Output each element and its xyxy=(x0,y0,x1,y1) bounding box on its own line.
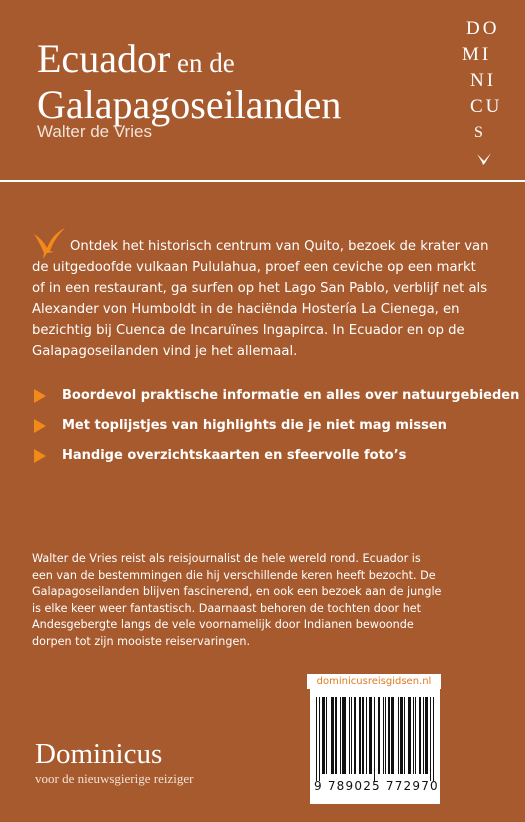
triangle-arrow-icon xyxy=(34,389,46,403)
barcode-bar xyxy=(366,697,367,774)
barcode-bar xyxy=(401,697,402,774)
barcode-bar xyxy=(404,697,405,774)
intro-paragraph: Ontdek het historisch centrum van Quito, bezoek de krater van de uitgedoofde vulkaan Pululahua, proef een ceviche op een markt of in een restaurant, ga surfen op het Lago San Pablo, verblijf net als Alexander von Humboldt in de haciënda Hostería La Cienega, en bezichtig bij Cuenca de Incaruïnes Ingapirca. In Ecuador en op de Galapagoseilanden vind je het allemaal. xyxy=(32,239,489,359)
barcode-bar xyxy=(413,697,414,774)
logo-row: NI xyxy=(470,70,497,91)
barcode-bar xyxy=(324,697,325,774)
title-line-2: Galapagoseilanden xyxy=(37,82,342,127)
barcode-bar xyxy=(374,697,375,781)
title-words-en-de: en de xyxy=(170,48,235,78)
logo-row: DO xyxy=(466,18,500,39)
triangle-arrow-icon xyxy=(34,449,46,463)
isbn-number: 9 789025 772970 xyxy=(314,779,439,793)
barcode-bar xyxy=(420,697,421,774)
author-bio: Walter de Vries reist als reisjournalist de hele wereld rond. Ecuador is een van de bestemmingen die hij verschillende keren heeft bezocht. De Galapagoseilanden blijven fascinerend, en ook een bezoek aan de jungle is elke keer weer fantastisch. Daarnaast behoren de tochten door het Andesgebergte langs de vele voornamelijk door Indianen bewoonde dorpen tot zijn mooiste reiservaringen. xyxy=(32,552,442,648)
publisher-logo xyxy=(460,16,520,146)
barcode-bar xyxy=(379,697,380,774)
barcode-bar xyxy=(332,697,333,774)
author-name: Walter de Vries xyxy=(37,122,152,141)
list-item-text: Boordevol praktische informatie en alles over natuurgebieden xyxy=(62,388,520,403)
book-title xyxy=(37,38,341,125)
barcode-bar xyxy=(360,697,361,774)
header-divider xyxy=(0,180,525,182)
barcode-bar xyxy=(389,697,390,774)
publisher-brand: Dominicus xyxy=(35,738,163,770)
list-item xyxy=(34,416,504,446)
barcode-bar xyxy=(351,697,352,774)
barcode-bar xyxy=(410,697,411,774)
triangle-arrow-icon xyxy=(34,419,46,433)
barcode-bar xyxy=(316,697,317,781)
highlights-list xyxy=(34,386,520,476)
barcode-bar xyxy=(362,697,363,774)
barcode-bar xyxy=(393,697,394,774)
barcode-bar xyxy=(336,697,337,774)
list-item-text: Met toplijstjes van highlights die je niet mag missen xyxy=(62,418,447,433)
website-label: dominicusreisgidsen.nl xyxy=(307,674,441,689)
barcode-bars xyxy=(316,697,434,774)
logo-bird-icon xyxy=(476,152,492,166)
barcode-bar xyxy=(326,697,327,774)
barcode-bar xyxy=(345,697,346,774)
list-item-text: Handige overzichtskaarten en sfeervolle foto’s xyxy=(62,448,407,463)
publisher-tagline: voor de nieuwsgierige reiziger xyxy=(35,771,194,786)
barcode-bar xyxy=(415,697,416,774)
barcode-bar xyxy=(319,697,320,781)
barcode xyxy=(310,689,440,804)
logo-row: CU xyxy=(470,96,503,117)
barcode-bar xyxy=(433,697,434,781)
logo-row-with-bird xyxy=(460,120,520,146)
logo-letter-s: S xyxy=(474,124,486,141)
barcode-bar xyxy=(349,697,350,774)
barcode-bar xyxy=(371,697,372,774)
barcode-bar xyxy=(398,697,399,774)
barcode-bar xyxy=(383,697,384,774)
list-item xyxy=(34,386,520,416)
barcode-bar xyxy=(355,697,356,774)
barcode-bar xyxy=(423,697,424,774)
barcode-bar xyxy=(426,697,427,774)
barcode-bar xyxy=(430,697,431,781)
barcode-bar xyxy=(385,697,386,774)
list-item xyxy=(34,446,504,476)
logo-row: MI xyxy=(462,44,492,65)
title-line-1 xyxy=(37,38,341,84)
barcode-bar xyxy=(340,697,341,774)
title-word-ecuador: Ecuador xyxy=(37,36,171,81)
